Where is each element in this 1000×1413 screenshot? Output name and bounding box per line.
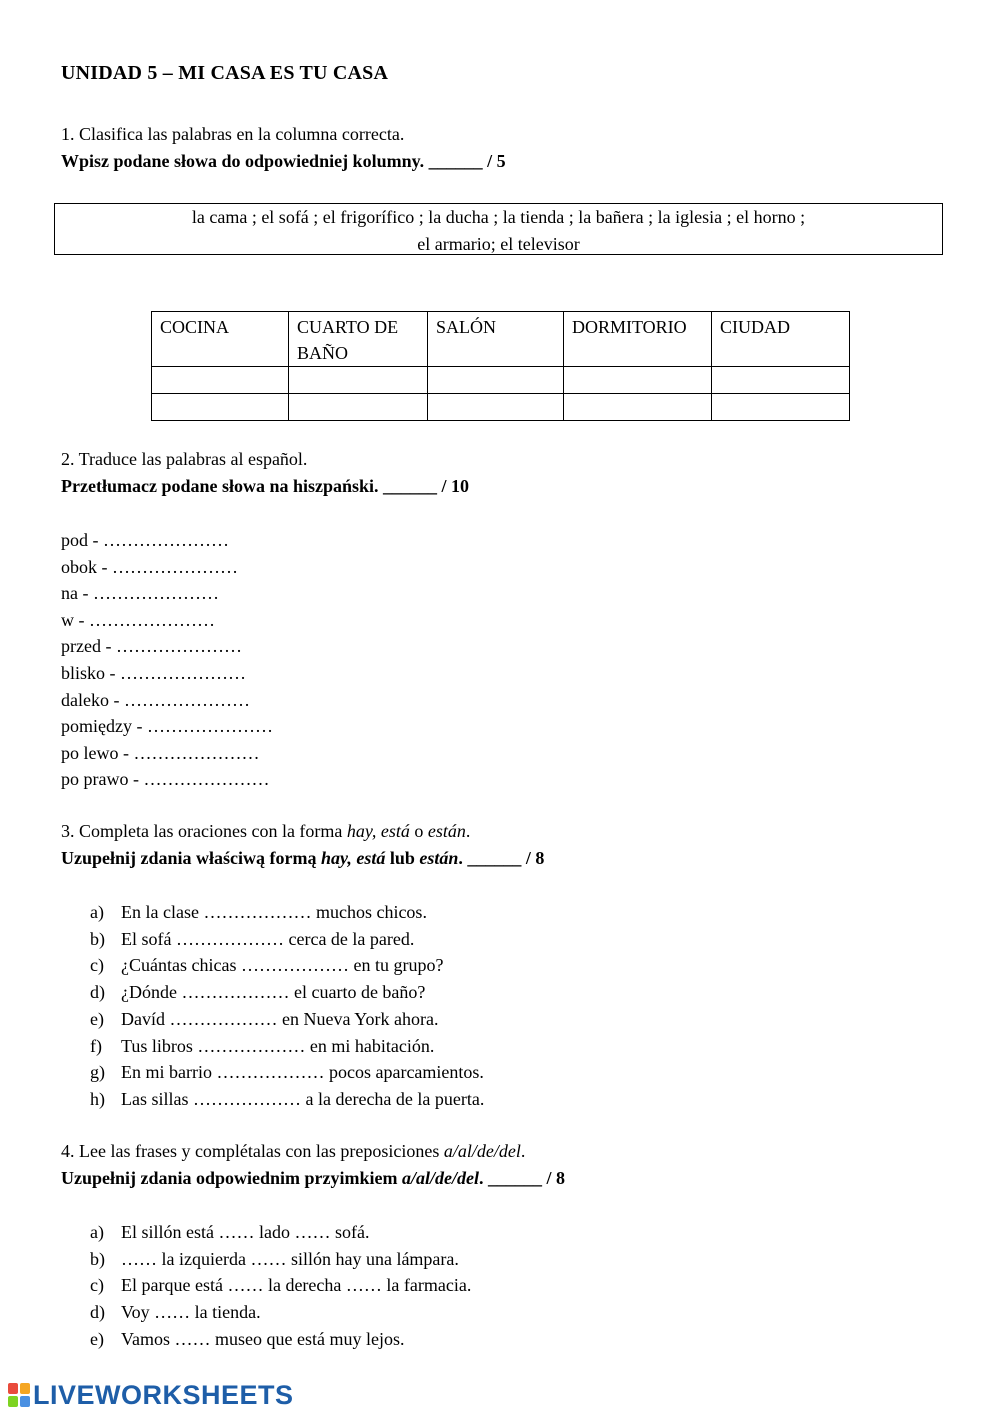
list-item[interactable]: d) Voy …… la tienda. (90, 1302, 261, 1323)
list-item[interactable]: po lewo - ………………… (61, 742, 260, 763)
answer-cell[interactable] (712, 394, 850, 421)
liveworksheets-footer (8, 1380, 294, 1410)
list-item[interactable]: b) …… la izquierda …… sillón hay una lámpara. (90, 1248, 459, 1269)
ex2-instruction-pl: Przetłumacz podane słowa na hiszpański. ______ / 10 (61, 476, 470, 496)
answer-cell[interactable] (564, 367, 712, 394)
list-item[interactable]: b) El sofá ……………… cerca de la pared. (90, 928, 415, 949)
ex3-instruction-es: 3. Completa las oraciones con la forma hay, está o están. (61, 821, 471, 841)
list-item[interactable]: pod - ………………… (61, 530, 229, 550)
list-item[interactable]: po prawo - ………………… (61, 769, 270, 790)
list-item[interactable]: na - ………………… (61, 583, 219, 604)
list-item[interactable]: obok - ………………… (61, 556, 238, 577)
table-header-row (152, 312, 850, 367)
list-item[interactable]: g) En mi barrio ……………… pocos aparcamientos. (90, 1062, 484, 1083)
header-cocina: COCINA (152, 312, 289, 367)
ex3-sentence-list (90, 899, 484, 1113)
list-item[interactable]: daleko - ………………… (61, 689, 250, 710)
ex3-instruction-pl: Uzupełnij zdania właściwą formą hay, está lub están. ______ / 8 (61, 848, 545, 868)
answer-cell[interactable] (564, 394, 712, 421)
answer-cell[interactable] (428, 394, 564, 421)
list-item[interactable]: d) ¿Dónde ……………… el cuarto de baño? (90, 982, 426, 1003)
translation-list (61, 527, 273, 793)
header-cuarto-de-bano: CUARTO DE BAÑO (289, 312, 428, 367)
ex1-instruction-es: 1. Clasifica las palabras en la columna correcta. (61, 124, 405, 144)
word-bank-box (54, 203, 943, 255)
answer-cell[interactable] (152, 367, 289, 394)
answer-cell[interactable] (712, 367, 850, 394)
classification-table (151, 311, 850, 421)
header-salon: SALÓN (428, 312, 564, 367)
list-item[interactable]: h) Las sillas ……………… a la derecha de la puerta. (90, 1088, 485, 1109)
ex4-sentence-list (90, 1219, 471, 1353)
ex4-instruction-es: 4. Lee las frases y complétalas con las preposiciones a/al/de/del. (61, 1141, 526, 1161)
page-title: UNIDAD 5 – MI CASA ES TU CASA (61, 62, 389, 84)
list-item[interactable]: blisko - ………………… (61, 662, 247, 683)
list-item[interactable]: a) El sillón está …… lado …… sofá. (90, 1222, 370, 1242)
list-item[interactable]: pomiędzy - ………………… (61, 716, 273, 737)
list-item[interactable]: przed - ………………… (61, 636, 242, 657)
list-item[interactable]: a) En la clase ……………… muchos chicos. (90, 902, 427, 922)
ex2-instruction-es: 2. Traduce las palabras al español. (61, 449, 308, 469)
header-dormitorio: DORMITORIO (564, 312, 712, 367)
table-row (152, 367, 850, 394)
liveworksheets-logo-icon (8, 1383, 30, 1407)
word-bank-line-2: el armario; el televisor (417, 234, 580, 254)
list-item[interactable]: c) El parque está …… la derecha …… la farmacia. (90, 1275, 472, 1296)
list-item[interactable]: f) Tus libros ……………… en mi habitación. (90, 1035, 435, 1056)
word-bank-line-1: la cama ; el sofá ; el frigorífico ; la ducha ; la tienda ; la bañera ; la iglesia ; el horno ; (191, 207, 806, 227)
list-item[interactable]: e) Davíd ……………… en Nueva York ahora. (90, 1008, 439, 1029)
answer-cell[interactable] (152, 394, 289, 421)
ex1-instruction-pl: Wpisz podane słowa do odpowiedniej kolumny. ______ / 5 (61, 151, 506, 171)
answer-cell[interactable] (289, 367, 428, 394)
list-item[interactable]: e) Vamos …… museo que está muy lejos. (90, 1328, 405, 1349)
ex4-instruction-pl: Uzupełnij zdania odpowiednim przyimkiem a/al/de/del. ______ / 8 (61, 1168, 566, 1188)
answer-cell[interactable] (428, 367, 564, 394)
list-item[interactable]: w - ………………… (61, 609, 215, 630)
answer-cell[interactable] (289, 394, 428, 421)
header-ciudad: CIUDAD (712, 312, 850, 367)
brand-name: LIVEWORKSHEETS (33, 1379, 294, 1410)
list-item[interactable]: c) ¿Cuántas chicas ……………… en tu grupo? (90, 955, 444, 976)
table-row (152, 394, 850, 421)
